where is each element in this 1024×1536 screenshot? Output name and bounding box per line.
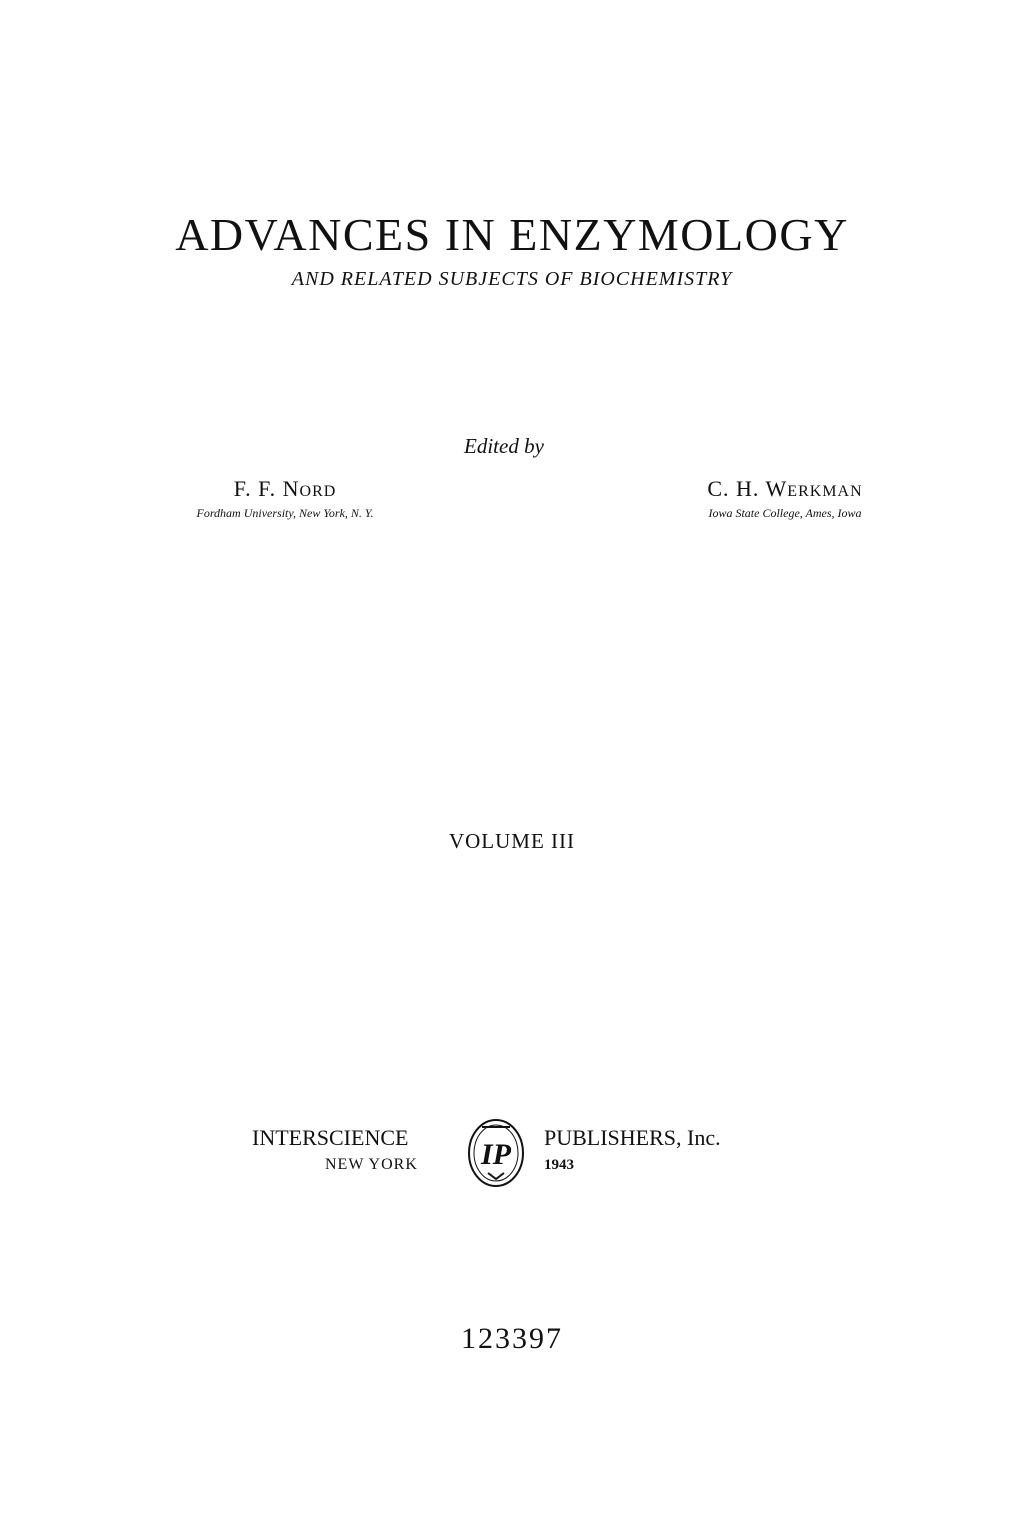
accession-number: 123397 — [461, 1322, 563, 1355]
publication-year: 1943 — [544, 1157, 574, 1173]
publisher-city: NEW YORK — [325, 1156, 418, 1173]
logo-monogram: IP — [481, 1138, 511, 1171]
editor-1-affiliation: Fordham University, New York, N. Y. — [196, 506, 374, 520]
editor-2-name: C. H. WERKMAN — [707, 476, 863, 501]
book-title: ADVANCES IN ENZYMOLOGY — [175, 209, 849, 260]
publisher-name-right: PUBLISHERS, Inc. — [544, 1125, 721, 1150]
publisher-logo-icon — [452, 1117, 540, 1189]
editor-2-affiliation: Iowa State College, Ames, Iowa — [708, 506, 862, 520]
book-subtitle: AND RELATED SUBJECTS OF BIOCHEMISTRY — [291, 268, 733, 290]
publisher-name-left: INTERSCIENCE — [252, 1125, 409, 1150]
edited-by-label: Edited by — [464, 434, 544, 458]
editor-1-name: F. F. NORD — [233, 476, 337, 501]
volume-label: VOLUME III — [448, 829, 576, 853]
